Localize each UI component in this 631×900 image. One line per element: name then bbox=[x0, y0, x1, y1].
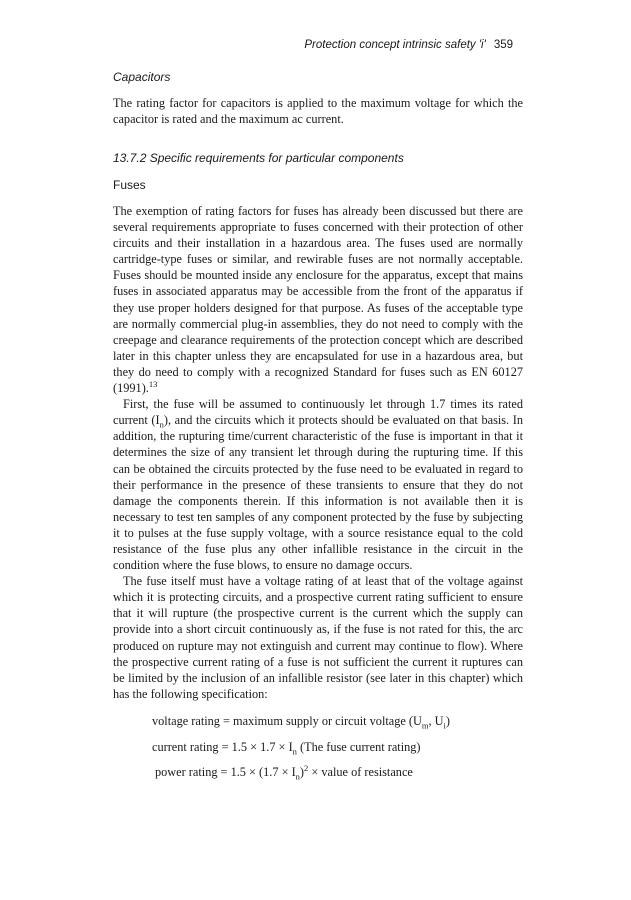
fuses-paragraph-2 bbox=[113, 396, 523, 573]
voltage-formula-text-c: ) bbox=[445, 714, 451, 728]
voltage-formula-text-b: , U bbox=[428, 714, 444, 728]
power-formula-sup-2: 2 bbox=[304, 762, 309, 773]
voltage-formula-sub-m: m bbox=[421, 720, 429, 731]
power-formula-text-b: ) bbox=[299, 765, 305, 779]
fuses-paragraph-1-text: The exemption of rating factors for fuses has already been discussed but there are several requirements appropriate to fuses concerned with their protection of other circuits and their installation in a hazardous area. The fuses used are normally cartridge-type fuses or similar, and rewirable fuses are not normally acceptable. Fuses should be mounted inside any enclosure for the apparatus, except that mains fuses in associated apparatus may be accessible from the front of the apparatus if they use proper holders designed for that purpose. As fuses of the acceptable type are normally commercial plug-in assemblies, they do not need to comply with the creepage and clearance requirements of the protection concept which are described later in this chapter unless they are encapsulated for use in a hazardous area, but they do need to comply with a recognized Standard for fuses such as EN 60127 (1991). bbox=[113, 204, 523, 396]
fuses-paragraph-3 bbox=[113, 573, 523, 702]
fuses-heading: Fuses bbox=[113, 178, 146, 192]
voltage-formula-sub-i: i bbox=[443, 720, 446, 731]
fuses-paragraph-3-text: The fuse itself must have a voltage rating of at least that of the voltage against which it is protecting circuits, and a prospective current rating sufficient to ensure that it will rupture (the prospective current is the current which the supply can provide into a short circuit continuously as, if the fuse is not rated for this, the arc produced on rupture may not extinguish and current may continue to flow). Where the prospective current rating of a fuse is not sufficient the current it ruptures can be limited by the inclusion of an infallible resistor (see later in this chapter) which has the following specification: bbox=[113, 574, 523, 701]
fuses-paragraph-1 bbox=[113, 203, 523, 396]
voltage-rating-formula bbox=[152, 714, 450, 729]
capacitors-text: The rating factor for capacitors is applied to the maximum voltage for which the capacitor is rated and the maximum ac current. bbox=[113, 96, 523, 127]
running-header bbox=[304, 39, 513, 51]
power-formula-sub-n: n bbox=[295, 771, 300, 782]
fuses-body bbox=[113, 203, 523, 702]
power-rating-formula bbox=[155, 762, 413, 782]
fuses-paragraph-2-text-b: ), and the circuits which it protects should be evaluated on that basis. In addition, the rupturing time/current characteristic of the fuse is important in that it determines the size of any transient let through during the rupturing time. If this can be obtained the circuits protected by the fuse need to be evaluated in regard to their performance in the presence of these transients to ensure that they do not damage the components therein. If this information is not available then it is necessary to test ten samples of any component protected by the fuse by subjecting it to pulses at the fuse supply voltage, with a source resistance equal to the cold resistance of the fuse plus any other infallible resistance in the circuit in the condition where the fuse blows, to ensure no damage occurs. bbox=[113, 413, 523, 573]
power-formula-text-c: × value of resistance bbox=[308, 765, 413, 779]
current-formula-text-b: (The fuse current rating) bbox=[296, 740, 421, 754]
capacitors-heading: Capacitors bbox=[113, 70, 171, 84]
power-formula-text-a: power rating = 1.5 × (1.7 × I bbox=[155, 765, 296, 779]
fuses-paragraph-2-text-a: First, the fuse will be assumed to continuously let through 1.7 times its rated current (I bbox=[113, 397, 523, 428]
section-heading: 13.7.2 Specific requirements for particular components bbox=[113, 151, 404, 165]
reference-superscript: 13 bbox=[148, 378, 158, 389]
page-number: 359 bbox=[493, 39, 513, 51]
header-title: Protection concept intrinsic safety 'i' bbox=[304, 39, 486, 51]
rated-current-subscript: n bbox=[159, 419, 164, 430]
capacitors-paragraph bbox=[113, 95, 523, 127]
voltage-formula-text-a: voltage rating = maximum supply or circuit voltage (U bbox=[152, 714, 422, 728]
current-rating-formula bbox=[152, 740, 421, 755]
current-formula-text-a: current rating = 1.5 × 1.7 × I bbox=[152, 740, 293, 754]
current-formula-sub-n: n bbox=[292, 746, 297, 757]
